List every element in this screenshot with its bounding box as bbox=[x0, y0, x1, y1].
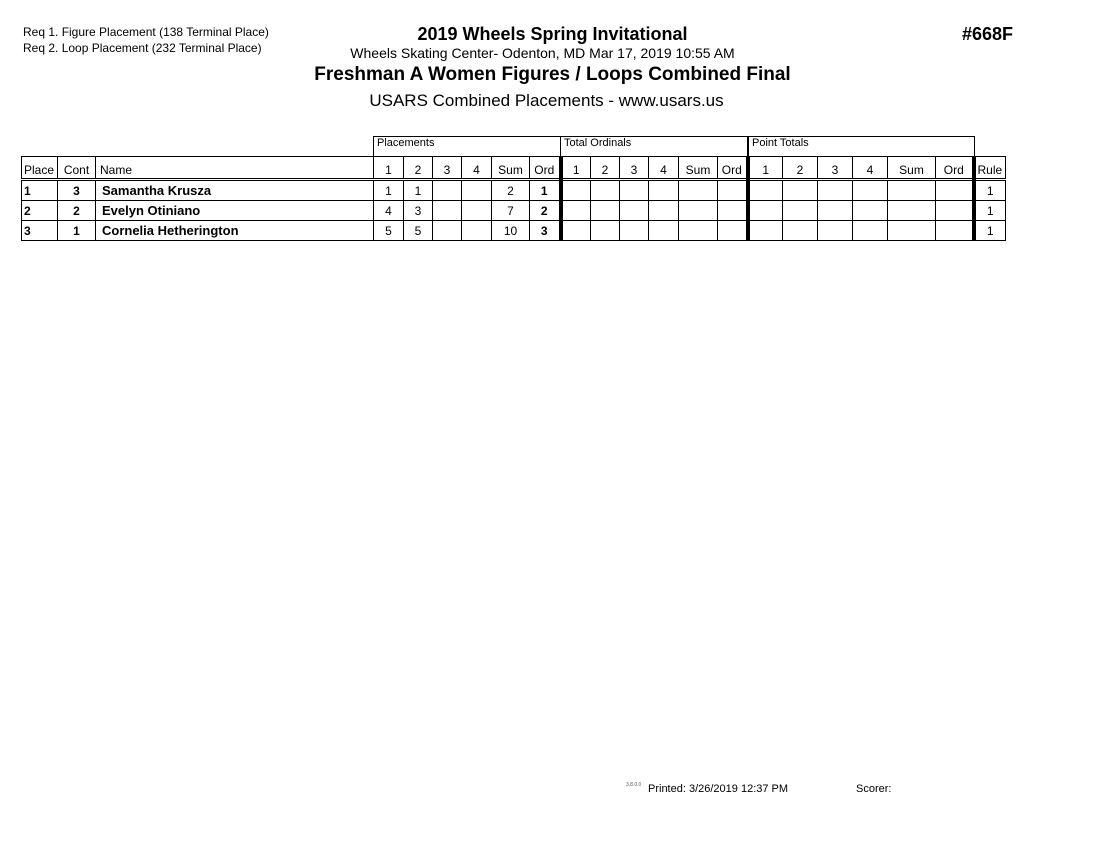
points-sum bbox=[888, 221, 936, 241]
skater-name: Evelyn Otiniano bbox=[96, 201, 374, 221]
points-ord bbox=[936, 221, 974, 241]
points-3 bbox=[818, 201, 853, 221]
points-ord bbox=[936, 201, 974, 221]
ordinal-4 bbox=[649, 201, 679, 221]
ordinal-4 bbox=[649, 180, 679, 201]
header-placements-ord: Ord bbox=[530, 157, 561, 180]
place-cell: 1 bbox=[22, 180, 58, 201]
event-subtitle: USARS Combined Placements - www.usars.us bbox=[369, 91, 724, 110]
group-point-totals: Point Totals bbox=[748, 136, 975, 156]
rule-cell: 1 bbox=[974, 180, 1006, 201]
place-cell: 3 bbox=[22, 221, 58, 241]
header-rule: Rule bbox=[974, 157, 1006, 180]
ordinal-ord bbox=[718, 221, 748, 241]
points-4 bbox=[853, 201, 888, 221]
ordinal-sum bbox=[679, 201, 718, 221]
place-cell: 2 bbox=[22, 201, 58, 221]
header-points-sum: Sum bbox=[888, 157, 936, 180]
ordinal-2 bbox=[591, 221, 620, 241]
ordinal-3 bbox=[620, 180, 649, 201]
placement-1: 5 bbox=[374, 221, 404, 241]
header-ordinals-1: 1 bbox=[561, 157, 591, 180]
header-ordinals-3: 3 bbox=[620, 157, 649, 180]
cont-cell: 2 bbox=[58, 201, 96, 221]
placement-3 bbox=[433, 180, 462, 201]
group-total-ordinals: Total Ordinals bbox=[560, 136, 748, 156]
requirement-1: Req 1. Figure Placement (138 Terminal Place) bbox=[23, 25, 269, 39]
header-ordinals-ord: Ord bbox=[718, 157, 748, 180]
points-1 bbox=[748, 221, 783, 241]
header-points-4: 4 bbox=[853, 157, 888, 180]
header-ordinals-sum: Sum bbox=[679, 157, 718, 180]
header-place: Place bbox=[22, 157, 58, 180]
ordinal-1 bbox=[561, 201, 591, 221]
header-placements-1: 1 bbox=[374, 157, 404, 180]
placement-2: 5 bbox=[404, 221, 433, 241]
placement-ord: 2 bbox=[530, 201, 561, 221]
rule-cell: 1 bbox=[974, 221, 1006, 241]
ordinal-4 bbox=[649, 221, 679, 241]
group-placements: Placements bbox=[373, 136, 561, 156]
requirement-2: Req 2. Loop Placement (232 Terminal Place) bbox=[23, 41, 262, 55]
ordinal-3 bbox=[620, 221, 649, 241]
placement-ord: 1 bbox=[530, 180, 561, 201]
header-placements-4: 4 bbox=[462, 157, 492, 180]
header-placements-2: 2 bbox=[404, 157, 433, 180]
placement-sum: 10 bbox=[492, 221, 530, 241]
header-points-ord: Ord bbox=[936, 157, 974, 180]
ordinal-ord bbox=[718, 180, 748, 201]
points-1 bbox=[748, 201, 783, 221]
placement-1: 4 bbox=[374, 201, 404, 221]
header-ordinals-4: 4 bbox=[649, 157, 679, 180]
points-2 bbox=[783, 221, 818, 241]
skater-name: Samantha Krusza bbox=[96, 180, 374, 201]
points-2 bbox=[783, 201, 818, 221]
placement-ord: 3 bbox=[530, 221, 561, 241]
ordinal-2 bbox=[591, 180, 620, 201]
rule-cell: 1 bbox=[974, 201, 1006, 221]
points-ord bbox=[936, 180, 974, 201]
placement-2: 3 bbox=[404, 201, 433, 221]
printed-timestamp: Printed: 3/26/2019 12:37 PM bbox=[648, 783, 789, 795]
placement-sum: 2 bbox=[492, 180, 530, 201]
table-row bbox=[22, 201, 1006, 221]
header-name: Name bbox=[96, 157, 374, 180]
header-points-1: 1 bbox=[748, 157, 783, 180]
placement-4 bbox=[462, 221, 492, 241]
event-number: #668F bbox=[962, 24, 1014, 44]
placement-2: 1 bbox=[404, 180, 433, 201]
ordinal-1 bbox=[561, 180, 591, 201]
ordinal-2 bbox=[591, 201, 620, 221]
column-header-row bbox=[22, 157, 1006, 180]
ordinal-sum bbox=[679, 221, 718, 241]
placement-3 bbox=[433, 201, 462, 221]
points-4 bbox=[853, 180, 888, 201]
ordinal-sum bbox=[679, 180, 718, 201]
placement-1: 1 bbox=[374, 180, 404, 201]
points-3 bbox=[818, 221, 853, 241]
points-1 bbox=[748, 180, 783, 201]
table-row bbox=[22, 221, 1006, 241]
points-4 bbox=[853, 221, 888, 241]
event-title: Freshman A Women Figures / Loops Combined Final bbox=[314, 64, 791, 85]
scorer-label: Scorer: bbox=[856, 783, 892, 795]
competition-title: 2019 Wheels Spring Invitational bbox=[417, 24, 688, 44]
header-points-2: 2 bbox=[783, 157, 818, 180]
placement-3 bbox=[433, 221, 462, 241]
ordinal-ord bbox=[718, 201, 748, 221]
results-table bbox=[21, 156, 1006, 241]
skater-name: Cornelia Hetherington bbox=[96, 221, 374, 241]
cont-cell: 1 bbox=[58, 221, 96, 241]
ordinal-1 bbox=[561, 221, 591, 241]
header-placements-3: 3 bbox=[433, 157, 462, 180]
placement-sum: 7 bbox=[492, 201, 530, 221]
header-points-3: 3 bbox=[818, 157, 853, 180]
venue-date-line: Wheels Skating Center- Odenton, MD Mar 17, 2019 10:55 AM bbox=[350, 45, 735, 61]
points-2 bbox=[783, 180, 818, 201]
cont-cell: 3 bbox=[58, 180, 96, 201]
placement-4 bbox=[462, 180, 492, 201]
points-sum bbox=[888, 180, 936, 201]
points-sum bbox=[888, 201, 936, 221]
header-ordinals-2: 2 bbox=[591, 157, 620, 180]
header-placements-sum: Sum bbox=[492, 157, 530, 180]
ordinal-3 bbox=[620, 201, 649, 221]
points-3 bbox=[818, 180, 853, 201]
table-row bbox=[22, 180, 1006, 201]
software-version: 3.8.0.0 bbox=[626, 782, 642, 788]
header-cont: Cont bbox=[58, 157, 96, 180]
placement-4 bbox=[462, 201, 492, 221]
